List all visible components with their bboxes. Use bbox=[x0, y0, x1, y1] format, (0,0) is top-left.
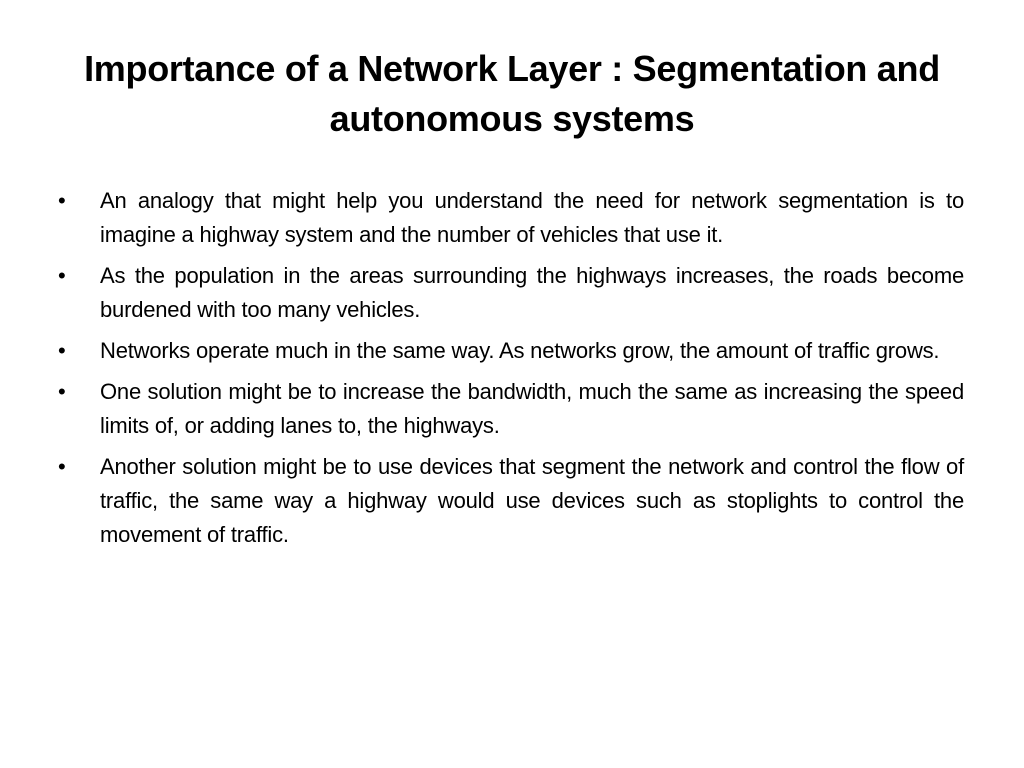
bullet-item bbox=[58, 259, 964, 327]
bullet-item bbox=[58, 450, 964, 552]
bullet-text: Another solution might be to use devices that segment the network and control the flow of traffic, the same way a highway would use devices such as stoplights to control the movement of traffic. bbox=[100, 454, 964, 547]
bullet-list bbox=[58, 184, 964, 559]
bullet-icon: • bbox=[58, 263, 66, 288]
bullet-icon: • bbox=[58, 379, 66, 404]
bullet-icon: • bbox=[58, 338, 66, 363]
bullet-text: Networks operate much in the same way. As networks grow, the amount of traffic grows. bbox=[100, 338, 940, 363]
bullet-text: As the population in the areas surrounding the highways increases, the roads become burdened with too many vehicles. bbox=[100, 263, 964, 322]
bullet-item bbox=[58, 375, 964, 443]
bullet-item bbox=[58, 184, 964, 252]
bullet-text: One solution might be to increase the bandwidth, much the same as increasing the speed limits of, or adding lanes to, the highways. bbox=[100, 379, 964, 438]
slide-title: Importance of a Network Layer : Segmentation and autonomous systems bbox=[84, 48, 940, 139]
bullet-item bbox=[58, 334, 964, 368]
bullet-icon: • bbox=[58, 454, 66, 479]
bullet-text: An analogy that might help you understand the need for network segmentation is to imagine a highway system and the number of vehicles that use it. bbox=[100, 188, 964, 247]
bullet-icon: • bbox=[58, 188, 66, 213]
